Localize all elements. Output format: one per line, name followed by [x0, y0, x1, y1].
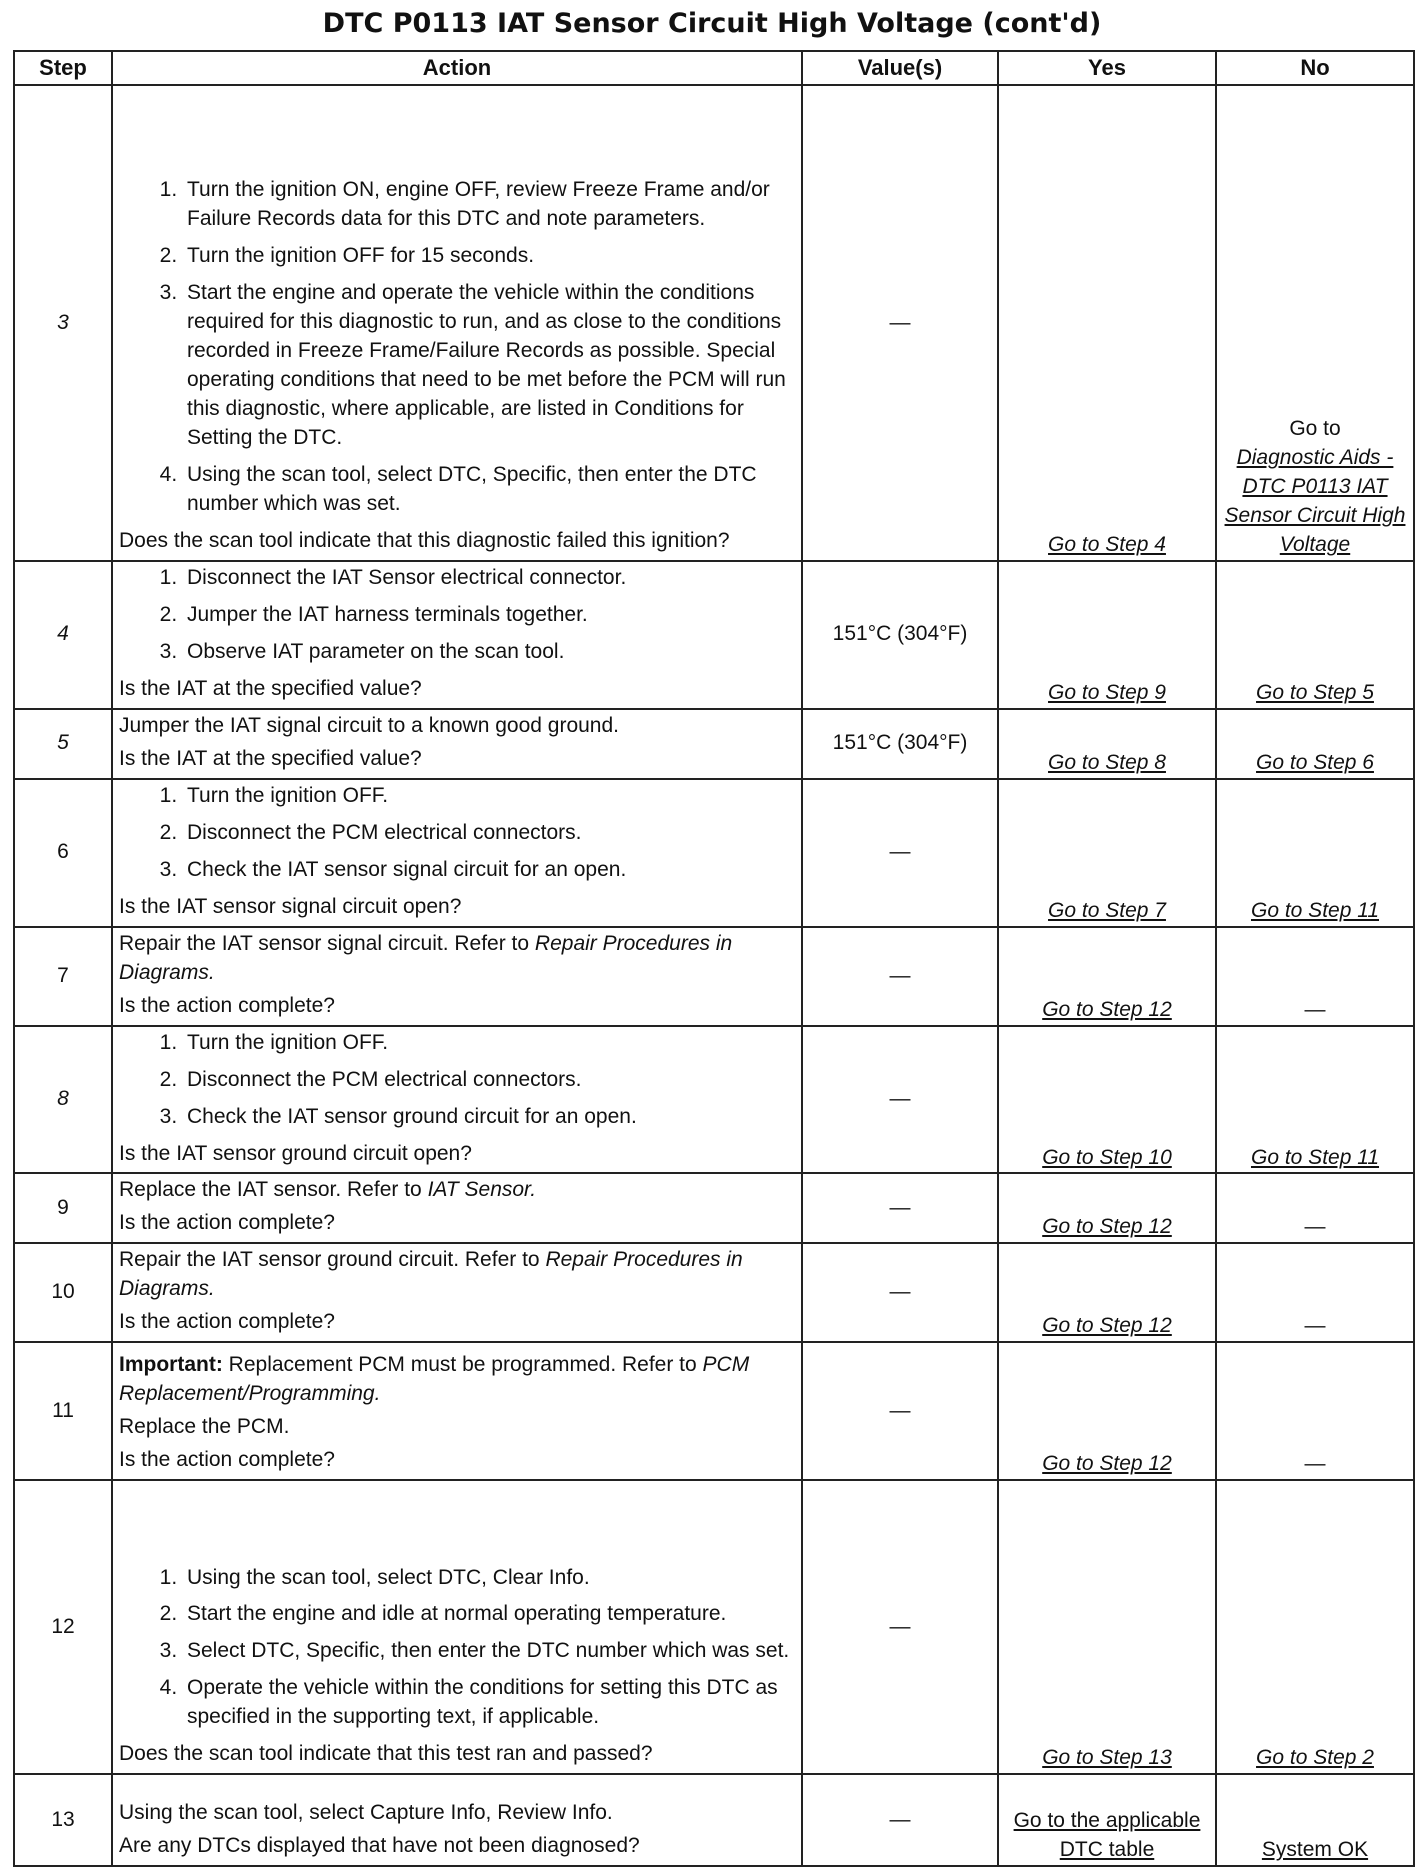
yes-cell: [998, 85, 1216, 561]
step-number: 10: [14, 1243, 112, 1342]
no-link[interactable]: Go to Step 2: [1256, 1746, 1374, 1770]
yes-link[interactable]: Go to Step 8: [1048, 750, 1166, 774]
header-action: Action: [112, 51, 802, 85]
step-number: 8: [14, 1026, 112, 1174]
yes-cell: [998, 1243, 1216, 1342]
no-cell: [1216, 1342, 1414, 1480]
table-row: [14, 1342, 1414, 1480]
action-item: 3. Observe IAT parameter on the scan tool.: [183, 638, 795, 667]
header-no: No: [1216, 51, 1414, 85]
no-prefix: Go to: [1289, 417, 1341, 441]
action-question: Is the action complete?: [119, 993, 335, 1017]
action-item: 4. Operate the vehicle within the conditions for setting this DTC as specified in the supporting text, if applicable.: [183, 1674, 795, 1732]
yes-link[interactable]: Go to Step 7: [1048, 898, 1166, 922]
action-question: Is the action complete?: [119, 1310, 335, 1334]
action-cell: [112, 1026, 802, 1174]
yes-cell: [998, 1173, 1216, 1243]
page-title: DTC P0113 IAT Sensor Circuit High Voltage (cont'd): [322, 8, 1102, 39]
no-value: —: [1304, 1452, 1326, 1476]
action-text: Replace the PCM.: [119, 1415, 290, 1439]
action-list: [119, 564, 795, 667]
table-row: [14, 779, 1414, 927]
value-cell: —: [802, 1173, 998, 1243]
action-item: 3. Check the IAT sensor ground circuit for an open.: [183, 1103, 795, 1132]
no-cell: [1216, 927, 1414, 1026]
action-question: Is the IAT sensor signal circuit open?: [119, 894, 462, 918]
yes-cell: [998, 1342, 1216, 1480]
reference-link[interactable]: IAT Sensor.: [427, 1178, 537, 1202]
table-header-row: [14, 51, 1414, 85]
value-cell: —: [802, 1480, 998, 1774]
value-cell: 151°C (304°F): [802, 561, 998, 709]
action-list: [119, 1564, 795, 1733]
action-item: 2. Start the engine and idle at normal operating temperature.: [183, 1600, 795, 1629]
action-cell: [112, 561, 802, 709]
value-cell: —: [802, 779, 998, 927]
action-question: Is the IAT sensor ground circuit open?: [119, 1141, 472, 1165]
yes-link[interactable]: Go to Step 12: [1042, 997, 1172, 1021]
action-item: 1. Turn the ignition OFF.: [183, 782, 795, 811]
table-row: [14, 1173, 1414, 1243]
action-item: 1. Turn the ignition OFF.: [183, 1029, 795, 1058]
table-row: [14, 1480, 1414, 1774]
table-row: [14, 927, 1414, 1026]
action-cell: [112, 1480, 802, 1774]
no-cell: [1216, 1243, 1414, 1342]
no-value: —: [1304, 1215, 1326, 1239]
value-cell: —: [802, 85, 998, 561]
header-yes: Yes: [998, 51, 1216, 85]
step-number: 5: [14, 709, 112, 779]
yes-link[interactable]: Go to the applicable DTC table: [1013, 1809, 1201, 1862]
table-row: [14, 709, 1414, 779]
header-values: Value(s): [802, 51, 998, 85]
action-item: 2. Disconnect the PCM electrical connectors.: [183, 1066, 795, 1095]
no-link[interactable]: Diagnostic Aids - DTC P0113 IAT Sensor Circuit High Voltage: [1224, 446, 1406, 557]
action-cell: [112, 1243, 802, 1342]
important-note: [119, 1351, 795, 1409]
action-question: Does the scan tool indicate that this diagnostic failed this ignition?: [119, 529, 730, 553]
no-cell: [1216, 1480, 1414, 1774]
action-question: Is the IAT at the specified value?: [119, 746, 422, 770]
table-row: [14, 1026, 1414, 1174]
yes-link[interactable]: Go to Step 12: [1042, 1314, 1172, 1338]
table-row: [14, 1774, 1414, 1866]
yes-link[interactable]: Go to Step 4: [1048, 533, 1166, 557]
action-text: [119, 1176, 795, 1205]
yes-cell: [998, 1026, 1216, 1174]
value-cell: —: [802, 1342, 998, 1480]
action-question: Is the action complete?: [119, 1448, 335, 1472]
action-question: Is the action complete?: [119, 1211, 335, 1235]
no-cell: [1216, 1173, 1414, 1243]
action-item: 3. Check the IAT sensor signal circuit for an open.: [183, 856, 795, 885]
no-value: —: [1304, 997, 1326, 1021]
value-cell: —: [802, 1026, 998, 1174]
no-cell: [1216, 709, 1414, 779]
action-item: 3. Select DTC, Specific, then enter the DTC number which was set.: [183, 1637, 795, 1666]
yes-link[interactable]: Go to Step 10: [1042, 1145, 1172, 1169]
no-cell: [1216, 1774, 1414, 1866]
action-text: [119, 1246, 795, 1304]
no-link[interactable]: System OK: [1261, 1838, 1369, 1862]
value-cell: 151°C (304°F): [802, 709, 998, 779]
yes-link[interactable]: Go to Step 12: [1042, 1215, 1172, 1239]
action-list: [119, 176, 795, 519]
yes-cell: [998, 709, 1216, 779]
table-row: [14, 85, 1414, 561]
action-cell: [112, 779, 802, 927]
action-text-main: Repair the IAT sensor signal circuit. Refer to: [119, 931, 530, 955]
table-row: [14, 561, 1414, 709]
action-question: Are any DTCs displayed that have not been diagnosed?: [119, 1834, 640, 1858]
action-item: 4. Using the scan tool, select DTC, Specific, then enter the DTC number which was set.: [183, 461, 795, 519]
action-cell: [112, 709, 802, 779]
value-cell: —: [802, 1243, 998, 1342]
reference-link[interactable]: Repair Procedures in Diagrams.: [119, 1248, 743, 1301]
action-text: Using the scan tool, select Capture Info, Review Info.: [119, 1801, 613, 1825]
action-text: [119, 930, 795, 988]
action-list: [119, 1029, 795, 1132]
action-cell: [112, 1774, 802, 1866]
header-step: Step: [14, 51, 112, 85]
yes-cell: [998, 927, 1216, 1026]
action-cell: [112, 1342, 802, 1480]
action-cell: [112, 1173, 802, 1243]
diagnostic-table: [13, 50, 1415, 1867]
action-item: 1. Turn the ignition ON, engine OFF, review Freeze Frame and/or Failure Records data for this DTC and note parameters.: [183, 176, 795, 234]
action-item: 2. Turn the ignition OFF for 15 seconds.: [183, 242, 795, 271]
action-question: Does the scan tool indicate that this test ran and passed?: [119, 1742, 653, 1766]
yes-cell: [998, 561, 1216, 709]
no-value: —: [1304, 1314, 1326, 1338]
step-number: 12: [14, 1480, 112, 1774]
no-link[interactable]: Go to Step 6: [1256, 750, 1374, 774]
yes-link[interactable]: Go to Step 12: [1042, 1452, 1172, 1476]
no-link[interactable]: Go to Step 11: [1250, 898, 1380, 922]
action-text-main: Replace the IAT sensor. Refer to: [119, 1178, 422, 1202]
yes-cell: [998, 1774, 1216, 1866]
step-number: 13: [14, 1774, 112, 1866]
step-number: 9: [14, 1173, 112, 1243]
action-question: Is the IAT at the specified value?: [119, 676, 422, 700]
step-number: 6: [14, 779, 112, 927]
reference-link[interactable]: Repair Procedures in Diagrams.: [119, 931, 733, 984]
action-item: 3. Start the engine and operate the vehicle within the conditions required for this diagnostic to run, and as close to the conditions recorded in Freeze Frame/Failure Records as possible. Special operating conditions that need to be met before the PCM will run this diagnostic, where applicable, are listed in Conditions for Setting the DTC.: [183, 279, 795, 453]
step-number: 7: [14, 927, 112, 1026]
important-text: Replacement PCM must be programmed. Refer to: [228, 1353, 697, 1377]
no-cell: [1216, 1026, 1414, 1174]
yes-link[interactable]: Go to Step 13: [1042, 1746, 1172, 1770]
table-row: [14, 1243, 1414, 1342]
action-cell: [112, 927, 802, 1026]
no-cell: [1216, 779, 1414, 927]
yes-cell: [998, 1480, 1216, 1774]
step-number: 3: [14, 85, 112, 561]
action-text: Jumper the IAT signal circuit to a known good ground.: [119, 713, 620, 737]
no-link[interactable]: Go to Step 5: [1256, 680, 1374, 704]
step-number: 11: [14, 1342, 112, 1480]
reference-link[interactable]: PCM Replacement/Programming.: [119, 1353, 750, 1406]
action-item: 1. Using the scan tool, select DTC, Clear Info.: [183, 1564, 795, 1593]
important-label: Important:: [119, 1353, 223, 1377]
action-list: [119, 782, 795, 885]
action-item: 1. Disconnect the IAT Sensor electrical connector.: [183, 564, 795, 593]
no-cell: [1216, 561, 1414, 709]
no-cell: [1216, 85, 1414, 561]
step-number: 4: [14, 561, 112, 709]
action-text-main: Repair the IAT sensor ground circuit. Refer to: [119, 1248, 540, 1272]
value-cell: —: [802, 1774, 998, 1866]
value-cell: —: [802, 927, 998, 1026]
action-item: 2. Jumper the IAT harness terminals together.: [183, 601, 795, 630]
yes-cell: [998, 779, 1216, 927]
yes-link[interactable]: Go to Step 9: [1048, 680, 1166, 704]
no-link[interactable]: Go to Step 11: [1250, 1145, 1380, 1169]
action-item: 2. Disconnect the PCM electrical connectors.: [183, 819, 795, 848]
action-cell: [112, 85, 802, 561]
